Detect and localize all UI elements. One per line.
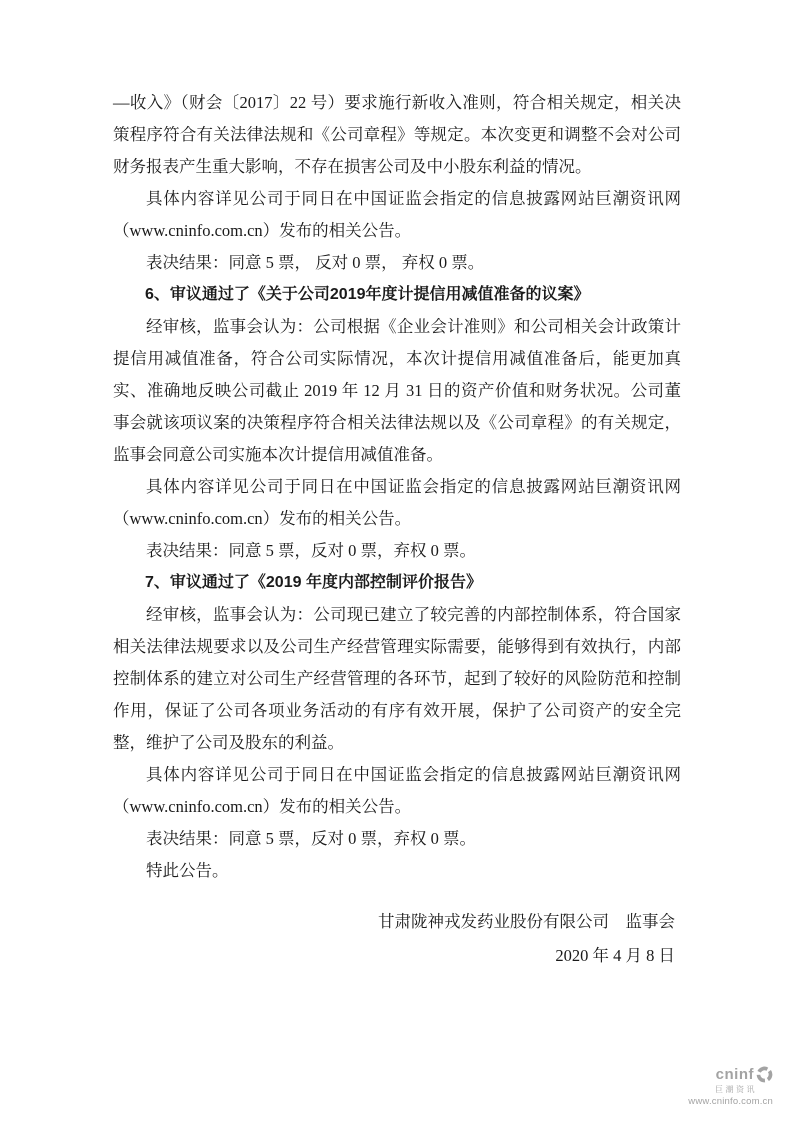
cninfo-brand-text: cninf [715, 1066, 754, 1083]
cninfo-swirl-icon [756, 1066, 773, 1083]
body-paragraph: 表决结果：同意 5 票， 反对 0 票， 弃权 0 票。 [146, 253, 485, 272]
cninfo-chinese-label: 巨潮资讯 [715, 1085, 757, 1094]
body-paragraph: 具体内容详见公司于同日在中国证监会指定的信息披露网站巨潮资讯网（www.cninfo.com.cn）发布的相关公告。 [113, 189, 681, 240]
body-paragraph: 具体内容详见公司于同日在中国证监会指定的信息披露网站巨潮资讯网（www.cninfo.com.cn）发布的相关公告。 [113, 477, 681, 528]
body-paragraph: —收入》（财会〔2017〕22 号）要求施行新收入准则，符合相关规定，相关决策程序符合有关法律法规和《公司章程》等规定。本次变更和调整不会对公司财务报表产生重大影响，不存在损害公司及中小股东利益的情况。 [113, 93, 681, 176]
body-paragraph: 具体内容详见公司于同日在中国证监会指定的信息披露网站巨潮资讯网（www.cninfo.com.cn）发布的相关公告。 [113, 765, 681, 816]
cninfo-logo [663, 1066, 773, 1107]
body-paragraph: 特此公告。 [146, 861, 229, 880]
document-body [113, 87, 681, 887]
cninfo-url: www.cninfo.com.cn [688, 1096, 773, 1107]
body-paragraph: 经审核，监事会认为：公司现已建立了较完善的内部控制体系，符合国家相关法律法规要求以及公司生产经营管理实际需要，能够得到有效执行，内部控制体系的建立对公司生产经营管理的各环节，起到了较好的风险防范和控制作用，保证了公司各项业务活动的有序有效开展，保护了公司资产的安全完整，维护了公司及股东的利益。 [113, 605, 681, 752]
signature-block [113, 905, 675, 973]
section-heading: 6、审议通过了《关于公司2019年度计提信用减值准备的议案》 [145, 286, 590, 303]
body-paragraph: 经审核，监事会认为：公司根据《企业会计准则》和公司相关会计政策计提信用减值准备，符合公司实际情况，本次计提信用减值准备后，能更加真实、准确地反映公司截止 2019 年 12 月 31 日的资产价值和财务状况。公司董事会就该项议案的决策程序符合相关法律法规以及《公司章程》的有关规定，监事会同意公司实施本次计提信用减值准备。 [113, 317, 681, 464]
body-paragraph: 表决结果：同意 5 票，反对 0 票，弃权 0 票。 [146, 829, 476, 848]
signature-date: 2020 年 4 月 8 日 [555, 946, 675, 965]
cninfo-logo-top [716, 1066, 773, 1083]
body-paragraph: 表决结果：同意 5 票，反对 0 票，弃权 0 票。 [146, 541, 476, 560]
section-heading: 7、审议通过了《2019 年度内部控制评价报告》 [145, 574, 482, 591]
signature-company: 甘肃陇神戎发药业股份有限公司 监事会 [378, 912, 675, 931]
